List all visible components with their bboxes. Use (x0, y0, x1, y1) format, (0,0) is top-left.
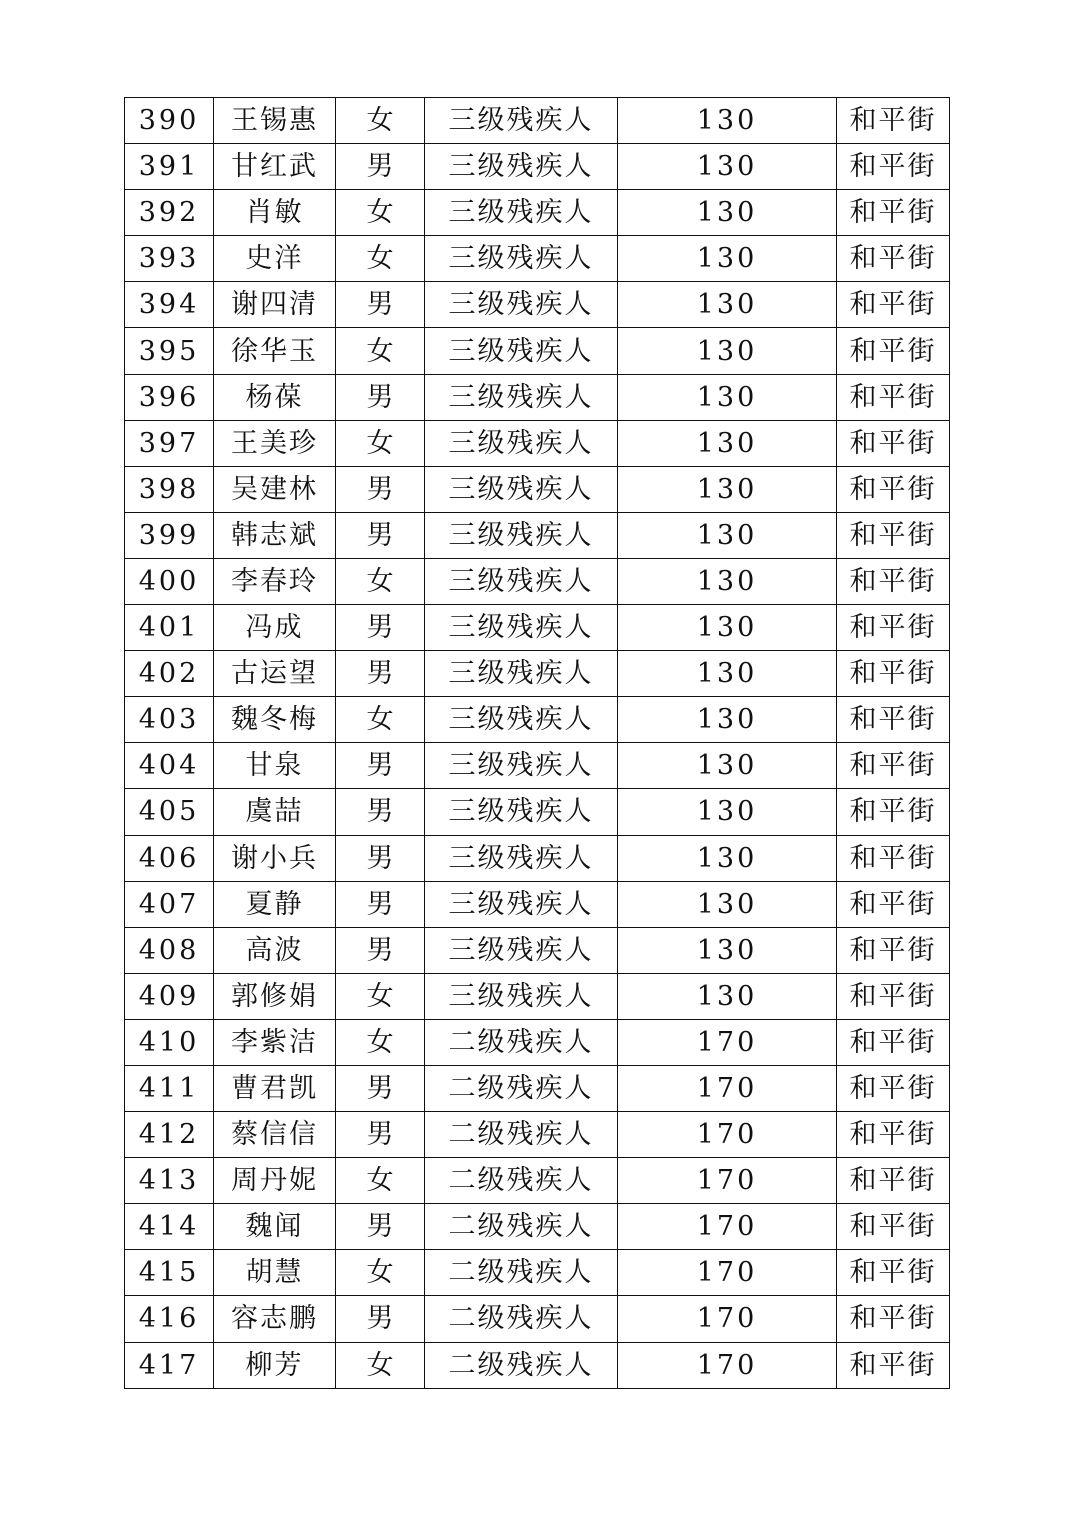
row-number-cell: 409 (125, 973, 214, 1019)
street-cell: 和平街 (837, 98, 950, 144)
gender-cell: 男 (336, 605, 425, 651)
table-row (125, 881, 950, 927)
amount-cell: 130 (618, 651, 837, 697)
disability-level-cell: 三级残疾人 (425, 512, 618, 558)
name-cell: 郭修娟 (214, 973, 336, 1019)
name-cell: 魏冬梅 (214, 697, 336, 743)
gender-cell: 女 (336, 1019, 425, 1065)
row-number-cell: 413 (125, 1158, 214, 1204)
gender-cell: 女 (336, 420, 425, 466)
amount-cell: 130 (618, 466, 837, 512)
amount-cell: 170 (618, 1019, 837, 1065)
row-number-cell: 415 (125, 1250, 214, 1296)
row-number-cell: 392 (125, 190, 214, 236)
name-cell: 肖敏 (214, 190, 336, 236)
amount-cell: 130 (618, 420, 837, 466)
row-number-cell: 411 (125, 1065, 214, 1111)
name-cell: 甘红武 (214, 144, 336, 190)
gender-cell: 女 (336, 1250, 425, 1296)
street-cell: 和平街 (837, 1019, 950, 1065)
street-cell: 和平街 (837, 1296, 950, 1342)
amount-cell: 170 (618, 1158, 837, 1204)
row-number-cell: 410 (125, 1019, 214, 1065)
street-cell: 和平街 (837, 328, 950, 374)
gender-cell: 男 (336, 512, 425, 558)
table-row (125, 1204, 950, 1250)
gender-cell: 女 (336, 1342, 425, 1388)
name-cell: 杨葆 (214, 374, 336, 420)
amount-cell: 170 (618, 1342, 837, 1388)
disability-level-cell: 二级残疾人 (425, 1204, 618, 1250)
table-row (125, 558, 950, 604)
amount-cell: 170 (618, 1065, 837, 1111)
street-cell: 和平街 (837, 558, 950, 604)
row-number-cell: 405 (125, 789, 214, 835)
table-row (125, 1019, 950, 1065)
row-number-cell: 399 (125, 512, 214, 558)
row-number-cell: 398 (125, 466, 214, 512)
street-cell: 和平街 (837, 1204, 950, 1250)
name-cell: 李春玲 (214, 558, 336, 604)
name-cell: 周丹妮 (214, 1158, 336, 1204)
table-row (125, 98, 950, 144)
amount-cell: 130 (618, 328, 837, 374)
disability-level-cell: 三级残疾人 (425, 374, 618, 420)
disability-level-cell: 三级残疾人 (425, 743, 618, 789)
amount-cell: 130 (618, 697, 837, 743)
street-cell: 和平街 (837, 1250, 950, 1296)
gender-cell: 男 (336, 282, 425, 328)
name-cell: 容志鹏 (214, 1296, 336, 1342)
disability-level-cell: 三级残疾人 (425, 651, 618, 697)
gender-cell: 女 (336, 1158, 425, 1204)
roster-table (124, 97, 950, 1389)
gender-cell: 男 (336, 374, 425, 420)
table-row (125, 144, 950, 190)
table-row (125, 328, 950, 374)
street-cell: 和平街 (837, 605, 950, 651)
gender-cell: 男 (336, 881, 425, 927)
amount-cell: 130 (618, 835, 837, 881)
disability-level-cell: 三级残疾人 (425, 927, 618, 973)
street-cell: 和平街 (837, 1112, 950, 1158)
gender-cell: 女 (336, 697, 425, 743)
row-number-cell: 414 (125, 1204, 214, 1250)
disability-level-cell: 三级残疾人 (425, 282, 618, 328)
disability-level-cell: 三级残疾人 (425, 98, 618, 144)
disability-level-cell: 三级残疾人 (425, 236, 618, 282)
name-cell: 虞喆 (214, 789, 336, 835)
row-number-cell: 404 (125, 743, 214, 789)
street-cell: 和平街 (837, 835, 950, 881)
row-number-cell: 401 (125, 605, 214, 651)
name-cell: 吴建林 (214, 466, 336, 512)
disability-level-cell: 三级残疾人 (425, 190, 618, 236)
street-cell: 和平街 (837, 190, 950, 236)
name-cell: 冯成 (214, 605, 336, 651)
table-row (125, 190, 950, 236)
street-cell: 和平街 (837, 1065, 950, 1111)
name-cell: 胡慧 (214, 1250, 336, 1296)
row-number-cell: 396 (125, 374, 214, 420)
gender-cell: 男 (336, 1204, 425, 1250)
street-cell: 和平街 (837, 881, 950, 927)
disability-level-cell: 三级残疾人 (425, 420, 618, 466)
street-cell: 和平街 (837, 697, 950, 743)
disability-level-cell: 三级残疾人 (425, 835, 618, 881)
name-cell: 徐华玉 (214, 328, 336, 374)
street-cell: 和平街 (837, 236, 950, 282)
street-cell: 和平街 (837, 282, 950, 328)
table-row (125, 927, 950, 973)
name-cell: 谢小兵 (214, 835, 336, 881)
amount-cell: 130 (618, 512, 837, 558)
name-cell: 蔡信信 (214, 1112, 336, 1158)
gender-cell: 男 (336, 1112, 425, 1158)
disability-level-cell: 三级残疾人 (425, 466, 618, 512)
disability-level-cell: 三级残疾人 (425, 144, 618, 190)
row-number-cell: 406 (125, 835, 214, 881)
disability-level-cell: 二级残疾人 (425, 1296, 618, 1342)
amount-cell: 130 (618, 282, 837, 328)
street-cell: 和平街 (837, 466, 950, 512)
disability-level-cell: 三级残疾人 (425, 789, 618, 835)
row-number-cell: 391 (125, 144, 214, 190)
amount-cell: 170 (618, 1250, 837, 1296)
disability-level-cell: 三级残疾人 (425, 605, 618, 651)
name-cell: 夏静 (214, 881, 336, 927)
roster-table-body (125, 98, 950, 1389)
row-number-cell: 395 (125, 328, 214, 374)
street-cell: 和平街 (837, 973, 950, 1019)
disability-level-cell: 三级残疾人 (425, 558, 618, 604)
name-cell: 魏闻 (214, 1204, 336, 1250)
disability-level-cell: 二级残疾人 (425, 1158, 618, 1204)
table-row (125, 789, 950, 835)
gender-cell: 男 (336, 144, 425, 190)
name-cell: 高波 (214, 927, 336, 973)
table-row (125, 420, 950, 466)
table-row (125, 236, 950, 282)
gender-cell: 女 (336, 98, 425, 144)
street-cell: 和平街 (837, 789, 950, 835)
name-cell: 古运望 (214, 651, 336, 697)
amount-cell: 130 (618, 236, 837, 282)
amount-cell: 130 (618, 98, 837, 144)
row-number-cell: 394 (125, 282, 214, 328)
disability-level-cell: 三级残疾人 (425, 328, 618, 374)
row-number-cell: 417 (125, 1342, 214, 1388)
gender-cell: 男 (336, 1296, 425, 1342)
row-number-cell: 408 (125, 927, 214, 973)
amount-cell: 130 (618, 190, 837, 236)
row-number-cell: 397 (125, 420, 214, 466)
amount-cell: 130 (618, 927, 837, 973)
gender-cell: 女 (336, 190, 425, 236)
street-cell: 和平街 (837, 512, 950, 558)
row-number-cell: 412 (125, 1112, 214, 1158)
table-row (125, 1296, 950, 1342)
street-cell: 和平街 (837, 420, 950, 466)
table-row (125, 1158, 950, 1204)
row-number-cell: 403 (125, 697, 214, 743)
gender-cell: 女 (336, 236, 425, 282)
table-row (125, 835, 950, 881)
row-number-cell: 390 (125, 98, 214, 144)
disability-level-cell: 二级残疾人 (425, 1342, 618, 1388)
disability-level-cell: 二级残疾人 (425, 1019, 618, 1065)
name-cell: 李紫洁 (214, 1019, 336, 1065)
row-number-cell: 416 (125, 1296, 214, 1342)
gender-cell: 女 (336, 558, 425, 604)
amount-cell: 130 (618, 374, 837, 420)
table-row (125, 1342, 950, 1388)
table-row (125, 512, 950, 558)
row-number-cell: 393 (125, 236, 214, 282)
amount-cell: 170 (618, 1204, 837, 1250)
table-row (125, 1250, 950, 1296)
amount-cell: 130 (618, 881, 837, 927)
street-cell: 和平街 (837, 1158, 950, 1204)
amount-cell: 130 (618, 144, 837, 190)
street-cell: 和平街 (837, 144, 950, 190)
table-row (125, 1065, 950, 1111)
row-number-cell: 400 (125, 558, 214, 604)
name-cell: 谢四清 (214, 282, 336, 328)
row-number-cell: 407 (125, 881, 214, 927)
table-row (125, 697, 950, 743)
street-cell: 和平街 (837, 743, 950, 789)
table-row (125, 743, 950, 789)
street-cell: 和平街 (837, 1342, 950, 1388)
disability-level-cell: 二级残疾人 (425, 1250, 618, 1296)
street-cell: 和平街 (837, 927, 950, 973)
name-cell: 史洋 (214, 236, 336, 282)
disability-level-cell: 二级残疾人 (425, 1112, 618, 1158)
gender-cell: 男 (336, 789, 425, 835)
amount-cell: 130 (618, 605, 837, 651)
gender-cell: 男 (336, 835, 425, 881)
gender-cell: 女 (336, 328, 425, 374)
name-cell: 曹君凯 (214, 1065, 336, 1111)
table-row (125, 1112, 950, 1158)
table-row (125, 651, 950, 697)
gender-cell: 女 (336, 973, 425, 1019)
disability-level-cell: 三级残疾人 (425, 973, 618, 1019)
disability-level-cell: 三级残疾人 (425, 881, 618, 927)
gender-cell: 男 (336, 743, 425, 789)
table-row (125, 605, 950, 651)
table-row (125, 282, 950, 328)
gender-cell: 男 (336, 1065, 425, 1111)
table-row (125, 374, 950, 420)
table-row (125, 466, 950, 512)
amount-cell: 170 (618, 1112, 837, 1158)
amount-cell: 130 (618, 743, 837, 789)
disability-level-cell: 三级残疾人 (425, 697, 618, 743)
gender-cell: 男 (336, 927, 425, 973)
row-number-cell: 402 (125, 651, 214, 697)
street-cell: 和平街 (837, 651, 950, 697)
name-cell: 王锡惠 (214, 98, 336, 144)
amount-cell: 130 (618, 973, 837, 1019)
street-cell: 和平街 (837, 374, 950, 420)
table-row (125, 973, 950, 1019)
gender-cell: 男 (336, 466, 425, 512)
amount-cell: 130 (618, 789, 837, 835)
gender-cell: 男 (336, 651, 425, 697)
amount-cell: 170 (618, 1296, 837, 1342)
name-cell: 柳芳 (214, 1342, 336, 1388)
amount-cell: 130 (618, 558, 837, 604)
name-cell: 韩志斌 (214, 512, 336, 558)
name-cell: 王美珍 (214, 420, 336, 466)
name-cell: 甘泉 (214, 743, 336, 789)
disability-level-cell: 二级残疾人 (425, 1065, 618, 1111)
